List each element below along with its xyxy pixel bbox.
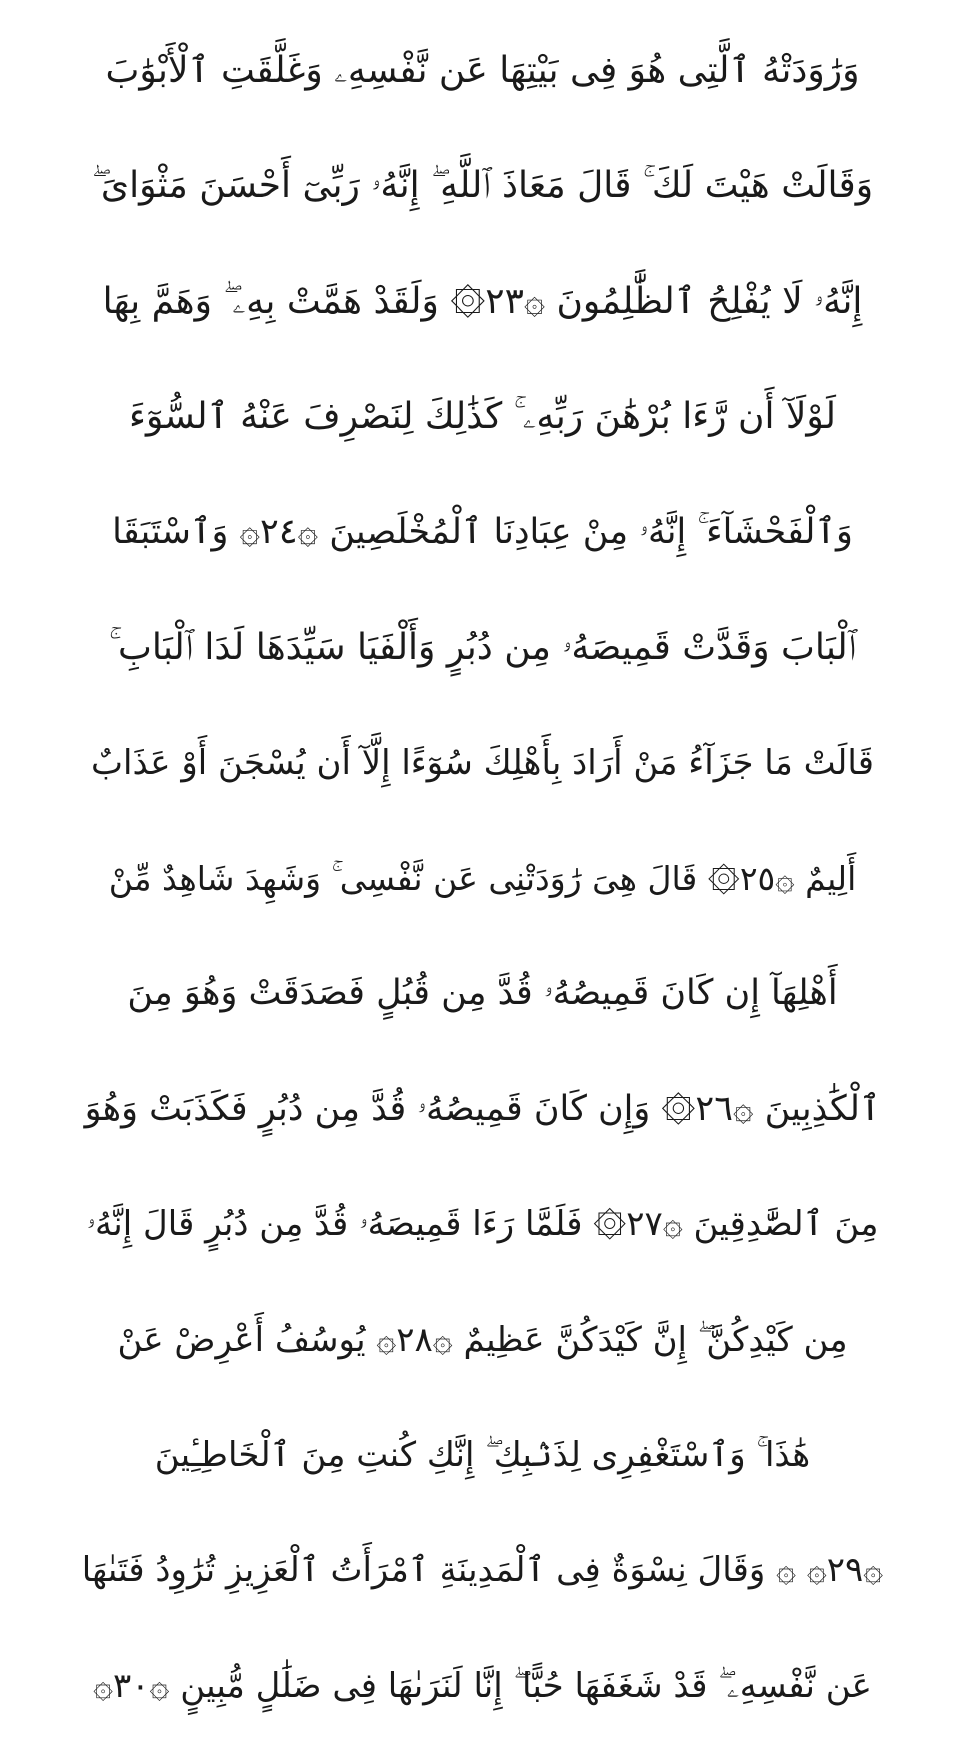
quran-line-text: ٱلْبَابَ وَقَدَّتْ قَمِيصَهُۥ مِن دُبُرٍ وَأَلْفَيَا سَيِّدَهَا لَدَا ٱلْبَابِ ۚ bbox=[109, 626, 856, 668]
quran-line bbox=[44, 720, 921, 806]
quran-line-text: وَقَالَتْ هَيْتَ لَكَ ۚ قَالَ مَعَاذَ ٱللَّهِ ۖ إِنَّهُۥ رَبِّىٓ أَحْسَنَ مَثْوَاىَ ۖ bbox=[91, 165, 874, 207]
quran-line bbox=[44, 835, 921, 921]
quran-line-text: مِن كَيْدِكُنَّ ۖ إِنَّ كَيْدَكُنَّ عَظِيمٌ ۞٢٨۞ يُوسُفُ أَعْرِضْ عَنْ bbox=[117, 1319, 848, 1360]
quran-line bbox=[44, 143, 921, 229]
quran-line-text: أَلِيمٌ ۞٢٥۞ قَالَ هِىَ رَٰوَدَتْنِى عَن نَّفْسِى ۚ وَشَهِدَ شَاهِدٌ مِّنْ bbox=[108, 858, 857, 898]
quran-line bbox=[44, 1527, 921, 1613]
quran-line-text: أَهْلِهَآ إِن كَانَ قَمِيصُهُۥ قُدَّ مِن قُبُلٍ فَصَدَقَتْ وَهُوَ مِنَ bbox=[127, 973, 838, 1014]
quran-line-text: ۞٢٩۞ ۞ وَقَالَ نِسْوَةٌ فِى ٱلْمَدِينَةِ ٱمْرَأَتُ ٱلْعَزِيزِ تُرَٰوِدُ فَتَىٰهَا bbox=[81, 1550, 884, 1591]
quran-line bbox=[44, 1066, 921, 1152]
quran-line bbox=[44, 1643, 921, 1729]
quran-line bbox=[44, 374, 921, 460]
quran-line-text: قَالَتْ مَا جَزَآءُ مَنْ أَرَادَ بِأَهْلِكَ سُوٓءًا إِلَّآ أَن يُسْجَنَ أَوْ عَذَابٌ bbox=[90, 743, 875, 784]
quran-line bbox=[44, 1297, 921, 1383]
quran-line bbox=[44, 1181, 921, 1267]
quran-line bbox=[44, 28, 921, 114]
quran-line-text: ٱلْكَٰذِبِينَ ۞٢٦۞ وَإِن كَانَ قَمِيصُهُۥ قُدَّ مِن دُبُرٍ فَكَذَبَتْ وَهُوَ bbox=[84, 1088, 881, 1129]
quran-line bbox=[44, 489, 921, 575]
quran-line bbox=[44, 1412, 921, 1498]
quran-line-text: لَوْلَآ أَن رَّءَا بُرْهَٰنَ رَبِّهِۦ ۚ كَذَٰلِكَ لِنَصْرِفَ عَنْهُ ٱلسُّوٓءَ bbox=[129, 396, 836, 438]
quran-line-text: وَرَٰوَدَتْهُ ٱلَّتِى هُوَ فِى بَيْتِهَا عَن نَّفْسِهِۦ وَغَلَّقَتِ ٱلْأَبْوَٰبَ bbox=[105, 50, 860, 91]
quran-line-text: عَن نَّفْسِهِۦ ۖ قَدْ شَغَفَهَا حُبًّا ۖ إِنَّا لَنَرَىٰهَا فِى ضَلَٰلٍ مُّبِينٍ ۞٣٠۞ bbox=[93, 1665, 872, 1706]
quran-line-text: إِنَّهُۥ لَا يُفْلِحُ ٱلظَّٰلِمُونَ ۞٢٣۞ وَلَقَدْ هَمَّتْ بِهِۦ ۖ وَهَمَّ بِهَا bbox=[102, 280, 863, 322]
quran-line-text: مِنَ ٱلصَّٰدِقِينَ ۞٢٧۞ فَلَمَّا رَءَا قَمِيصَهُۥ قُدَّ مِن دُبُرٍ قَالَ إِنَّهُۥ bbox=[86, 1204, 879, 1245]
quran-line bbox=[44, 259, 921, 345]
quran-line bbox=[44, 951, 921, 1037]
quran-line-text: وَٱلْفَحْشَآءَ ۚ إِنَّهُۥ مِنْ عِبَادِنَا ٱلْمُخْلَصِينَ ۞٢٤۞ وَٱسْتَبَقَا bbox=[112, 511, 853, 552]
quran-line-text: هَٰذَا ۚ وَٱسْتَغْفِرِى لِذَنۢبِكِ ۖ إِنَّكِ كُنتِ مِنَ ٱلْخَاطِـِٔينَ bbox=[154, 1435, 811, 1476]
quran-line bbox=[44, 605, 921, 691]
